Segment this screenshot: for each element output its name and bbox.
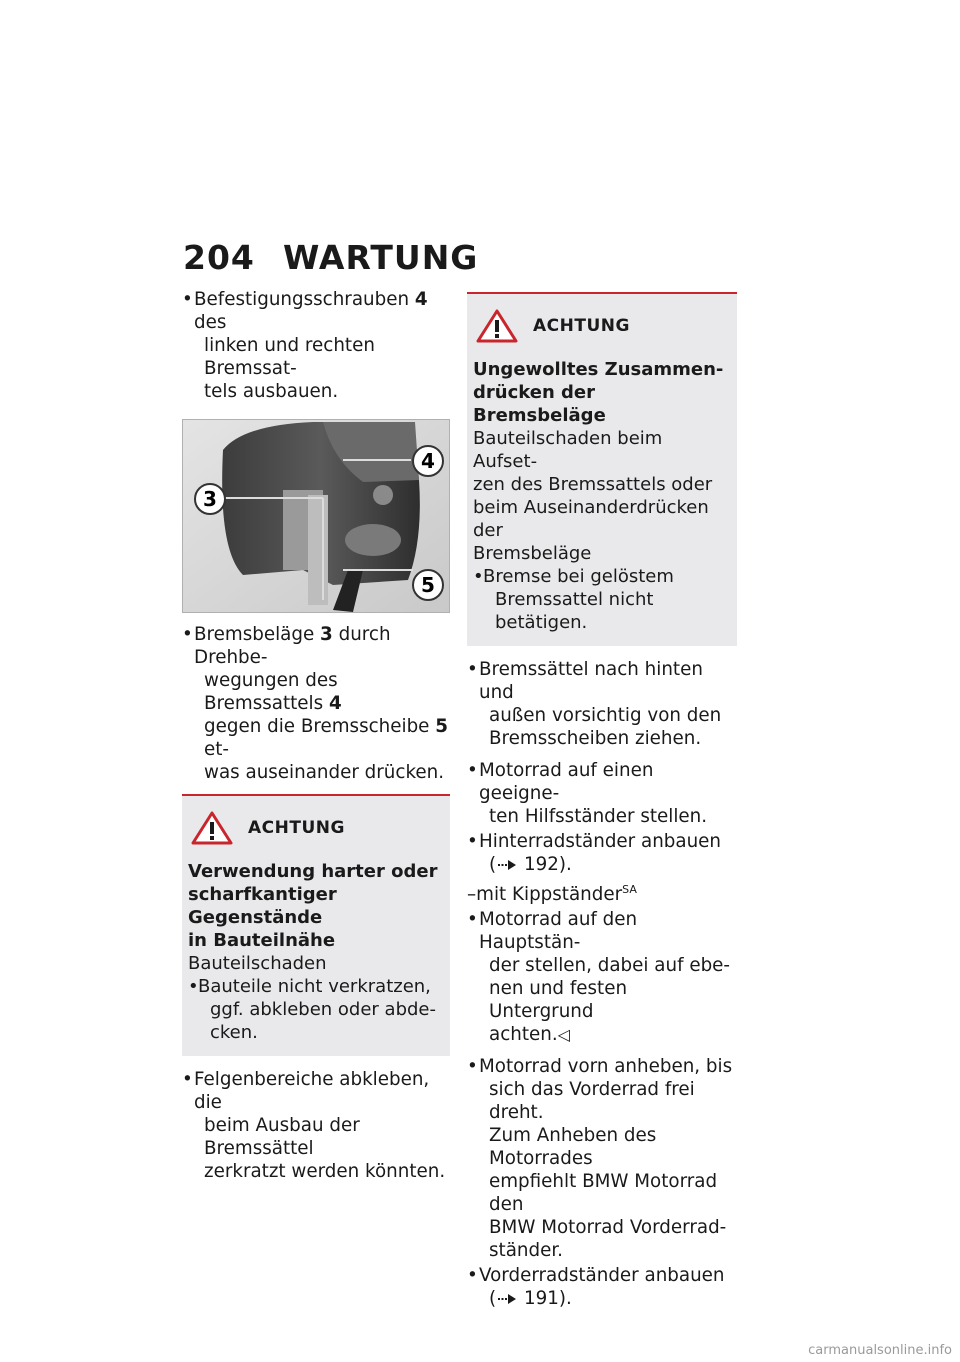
- bullet: •: [467, 760, 478, 781]
- bullet: •: [467, 831, 478, 852]
- figure-label-4: [411, 444, 445, 478]
- page-number: 204: [183, 238, 255, 277]
- warning-triangle-icon: [475, 308, 519, 344]
- chapter-title: WARTUNG: [283, 238, 479, 277]
- warning-triangle-icon: [190, 810, 234, 846]
- bullet: •: [182, 289, 193, 310]
- figure-label-3: [193, 482, 227, 516]
- footer-watermark: carmanualsonline.info: [808, 1343, 952, 1358]
- bullet: •: [467, 909, 478, 931]
- bullet: •: [467, 659, 478, 680]
- step-rear-stand: • Hinterradständer anbauen ( 192).: [467, 831, 722, 875]
- brake-caliper-photo: [183, 420, 449, 612]
- warning-list: [188, 975, 438, 1044]
- warning-text: Bauteilschaden beim Aufset- zen des Bremssattels oder beim Auseinanderdrücken der Bremsbeläge: [473, 428, 713, 564]
- left-column: [182, 288, 450, 1192]
- warning-label: ACHTUNG: [533, 316, 630, 336]
- warning-box-pads: [467, 292, 737, 646]
- step-remove-screws: • Befestigungsschrauben 4 des linken und rechten Bremssat- tels ausbauen.: [182, 289, 428, 402]
- svg-text:3: 3: [203, 487, 217, 511]
- condition-center-stand: –mit Kippständer$^{SA}$: [467, 883, 637, 906]
- page-reference-arrow-icon: [496, 859, 518, 871]
- bullet: •: [467, 1056, 478, 1078]
- warning-label: ACHTUNG: [248, 818, 345, 838]
- svg-text:4: 4: [421, 449, 435, 473]
- step-tape-rims: • Felgenbereiche abkleben, die beim Ausbau der Bremssättel zerkratzt werden könnten.: [182, 1069, 446, 1182]
- list-item: • Bauteile nicht verkratzen, ggf. abkleben oder abde- cken.: [188, 976, 436, 1043]
- page-reference-arrow-icon: [496, 1293, 518, 1305]
- warning-box-tools: [182, 794, 450, 1056]
- warning-text: Bauteilschaden: [188, 953, 327, 974]
- warning-subtitle: Verwendung harter oder scharfkantiger Gegenstände in Bauteilnähe: [188, 861, 438, 951]
- brake-caliper-figure: [182, 419, 450, 613]
- step-remove-calipers: • Bremssättel nach hinten und außen vorsichtig von den Bremsscheiben ziehen.: [467, 659, 722, 749]
- right-column: [467, 288, 737, 1319]
- step-lift-front: • Motorrad vorn anheben, bis sich das Vorderrad frei dreht. Zum Anheben des Motorrades empfiehlt BMW Motorrad den BMW Motorrad Vorderrad- ständer.: [467, 1056, 733, 1262]
- list-item: • Bremse bei gelöstem Bremssattel nicht betätigen.: [473, 566, 674, 633]
- step-auxiliary-stand: • Motorrad auf einen geeigne- ten Hilfsständer stellen.: [467, 760, 708, 827]
- bullet: •: [467, 1265, 478, 1287]
- bullet: •: [182, 624, 193, 645]
- step-push-pads: • Bremsbeläge 3 durch Drehbe- wegungen des Bremssattels 4 gegen die Bremsscheibe 5 et- was auseinander drücken.: [182, 624, 448, 783]
- svg-text:5: 5: [421, 573, 435, 597]
- figure-label-5: [411, 568, 445, 602]
- warning-subtitle: Ungewolltes Zusammen- drücken der Bremsbeläge: [473, 359, 724, 426]
- end-triangle-icon: ◁: [557, 1025, 570, 1045]
- warning-list: [473, 565, 725, 634]
- step-main-stand: • Motorrad auf den Hauptstän- der stellen, dabei auf ebe- nen und festen Untergrund achten.◁: [467, 909, 731, 1046]
- step-front-stand: • Vorderradständer anbauen ( 191).: [467, 1265, 725, 1310]
- bullet: •: [182, 1069, 193, 1090]
